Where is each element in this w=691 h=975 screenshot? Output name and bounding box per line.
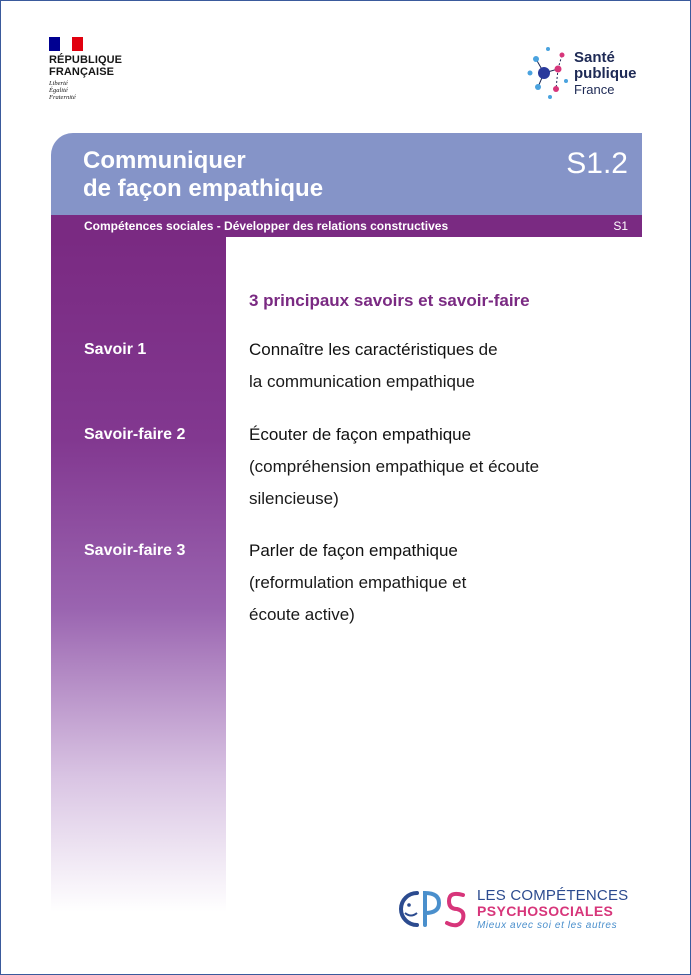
title-band [51,133,642,215]
item-label-1: Savoir 1 [84,341,147,358]
cps-line2: PSYCHOSOCIALES [477,903,614,919]
sante-publique-france-logo [526,43,656,103]
item-rest2-3: (reformulation empathique et [249,573,467,592]
item-rest3-2: silencieuse) [249,489,339,508]
title-line1: Communiquer [83,147,246,174]
cps-logo [395,885,645,933]
spf-line3: France [574,82,615,97]
rf-name-line2: FRANÇAISE [49,66,115,78]
spf-line2: publique [574,65,637,82]
item-rest2-2: (compréhension empathique et écoute [249,457,540,476]
rf-motto-line2: Égalité [49,87,68,94]
title-line2: de façon empathique [83,175,324,202]
sheet-code: S1.2 [566,147,628,180]
page-title [83,147,323,203]
molecule-icon [526,43,572,103]
french-flag-icon [49,37,83,51]
item-main-2: Écouter de façon empathique [249,425,472,444]
item-rest1-1: de [473,340,498,359]
item-rest3-3: écoute active) [249,605,355,624]
section-heading: 3 principaux savoirs et savoir-faire [249,291,530,310]
cps-line1: LES COMPÉTENCES [477,887,629,904]
sidebar-gradient [51,237,226,912]
subtitle-text: Compétences sociales - Développer des relations constructives [84,219,449,233]
item-rest2-1: la communication empathique [249,372,475,391]
item-text-3 [249,535,466,631]
spf-line1: Santé [574,49,615,66]
item-text-2 [249,419,539,515]
item-text-1 [249,334,498,398]
item-label-3: Savoir-faire 3 [84,542,186,559]
cps-smiley-icon [395,885,475,933]
republique-francaise-logo [49,37,122,101]
rf-motto-line3: Fraternité [49,94,76,101]
item-main-1: Connaître les caractéristiques [249,340,474,359]
rf-motto-line1: Liberté [49,80,68,87]
cps-line3: Mieux avec soi et les autres [477,920,618,931]
rf-name-line1: RÉPUBLIQUE [49,54,123,66]
subtitle-band [51,215,642,237]
item-main-3: Parler de façon empathique [249,541,458,560]
item-label-2: Savoir-faire 2 [84,426,186,443]
subtitle-code: S1 [613,219,628,233]
